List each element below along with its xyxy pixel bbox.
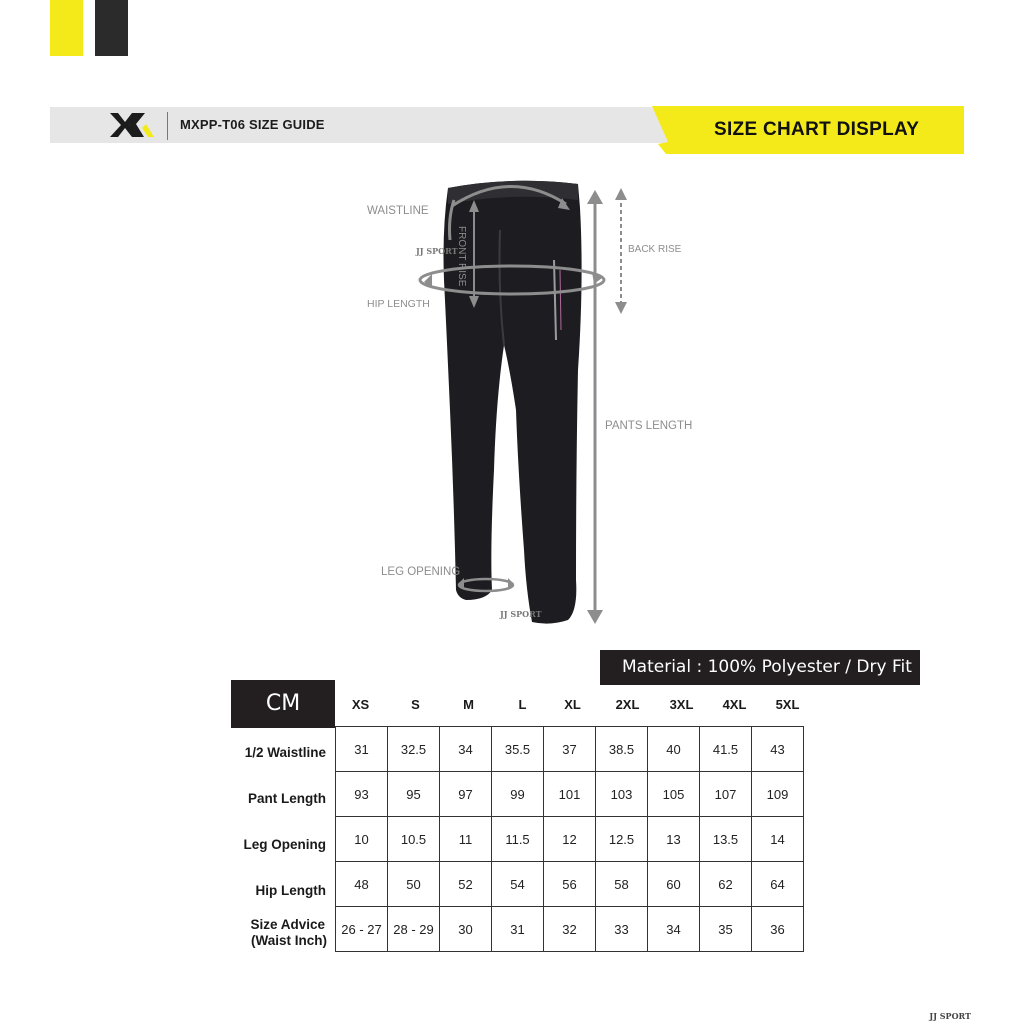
row-label-hip-length: Hip Length — [255, 883, 326, 898]
unit-label: CM — [231, 680, 335, 728]
table-cell: 30 — [440, 907, 492, 952]
size-guide-title: MXPP-T06 SIZE GUIDE — [180, 117, 325, 132]
table-cell: 11 — [440, 817, 492, 862]
brand-watermark-waist: JJ SPORT — [416, 246, 458, 256]
table-cell: 99 — [492, 772, 544, 817]
size-header-2xl: 2XL — [615, 697, 640, 712]
row-label-waistline: 1/2 Waistline — [244, 745, 326, 760]
table-cell: 31 — [492, 907, 544, 952]
row-label-waist-inch: (Waist Inch) — [251, 933, 327, 948]
table-cell: 64 — [752, 862, 804, 907]
size-header-5xl: 5XL — [775, 697, 800, 712]
row-label-leg-opening: Leg Opening — [243, 837, 326, 852]
black-accent-bar — [95, 0, 128, 56]
table-row — [336, 817, 804, 862]
table-row — [336, 907, 804, 952]
table-cell: 11.5 — [492, 817, 544, 862]
table-cell: 13 — [648, 817, 700, 862]
table-row — [336, 772, 804, 817]
row-label-pant-length: Pant Length — [248, 791, 326, 806]
table-cell: 12.5 — [596, 817, 648, 862]
table-cell: 14 — [752, 817, 804, 862]
hip-length-label: HIP LENGTH — [367, 298, 430, 310]
table-row — [336, 862, 804, 907]
table-cell: 32.5 — [388, 727, 440, 772]
table-cell: 34 — [648, 907, 700, 952]
table-cell: 43 — [752, 727, 804, 772]
table-cell: 37 — [544, 727, 596, 772]
table-cell: 109 — [752, 772, 804, 817]
pants-diagram — [340, 170, 760, 640]
table-cell: 40 — [648, 727, 700, 772]
size-header-xs: XS — [351, 697, 370, 712]
table-cell: 97 — [440, 772, 492, 817]
front-rise-label: FRONT RISE — [456, 226, 467, 287]
row-label-size-advice: Size Advice — [250, 917, 325, 932]
table-cell: 13.5 — [700, 817, 752, 862]
table-cell: 10 — [336, 817, 388, 862]
table-cell: 36 — [752, 907, 804, 952]
table-cell: 105 — [648, 772, 700, 817]
table-cell: 32 — [544, 907, 596, 952]
table-cell: 41.5 — [700, 727, 752, 772]
table-cell: 52 — [440, 862, 492, 907]
yellow-accent-bar — [50, 0, 83, 56]
table-cell: 56 — [544, 862, 596, 907]
table-cell: 60 — [648, 862, 700, 907]
size-chart-banner-title: SIZE CHART DISPLAY — [714, 119, 920, 140]
table-cell: 54 — [492, 862, 544, 907]
leg-opening-label: LEG OPENING — [381, 566, 461, 578]
table-cell: 26 - 27 — [336, 907, 388, 952]
table-cell: 58 — [596, 862, 648, 907]
table-cell: 93 — [336, 772, 388, 817]
table-cell: 34 — [440, 727, 492, 772]
table-cell: 12 — [544, 817, 596, 862]
brand-watermark-ankle: JJ SPORT — [500, 609, 542, 619]
table-cell: 103 — [596, 772, 648, 817]
table-cell: 50 — [388, 862, 440, 907]
header-divider — [167, 112, 168, 140]
footer-brand: JJ SPORT — [929, 1011, 971, 1021]
size-header-4xl: 4XL — [722, 697, 747, 712]
table-cell: 31 — [336, 727, 388, 772]
size-header-s: S — [411, 697, 420, 712]
table-cell: 35.5 — [492, 727, 544, 772]
material-banner: Material : 100% Polyester / Dry Fit — [600, 650, 920, 685]
table-cell: 28 - 29 — [388, 907, 440, 952]
back-rise-label: BACK RISE — [628, 244, 682, 255]
table-cell: 38.5 — [596, 727, 648, 772]
table-cell: 95 — [388, 772, 440, 817]
size-header-xl: XL — [564, 697, 581, 712]
table-cell: 35 — [700, 907, 752, 952]
pants-length-label: PANTS LENGTH — [605, 420, 693, 432]
size-table — [335, 726, 804, 952]
size-header-m: M — [463, 697, 474, 712]
table-cell: 33 — [596, 907, 648, 952]
waistline-label: WAISTLINE — [367, 205, 429, 217]
table-cell: 10.5 — [388, 817, 440, 862]
table-cell: 107 — [700, 772, 752, 817]
table-cell: 101 — [544, 772, 596, 817]
table-cell: 62 — [700, 862, 752, 907]
table-row — [336, 727, 804, 772]
size-header-3xl: 3XL — [669, 697, 694, 712]
mx-logo-icon — [108, 110, 154, 140]
size-header-l: L — [518, 697, 527, 712]
table-cell: 48 — [336, 862, 388, 907]
